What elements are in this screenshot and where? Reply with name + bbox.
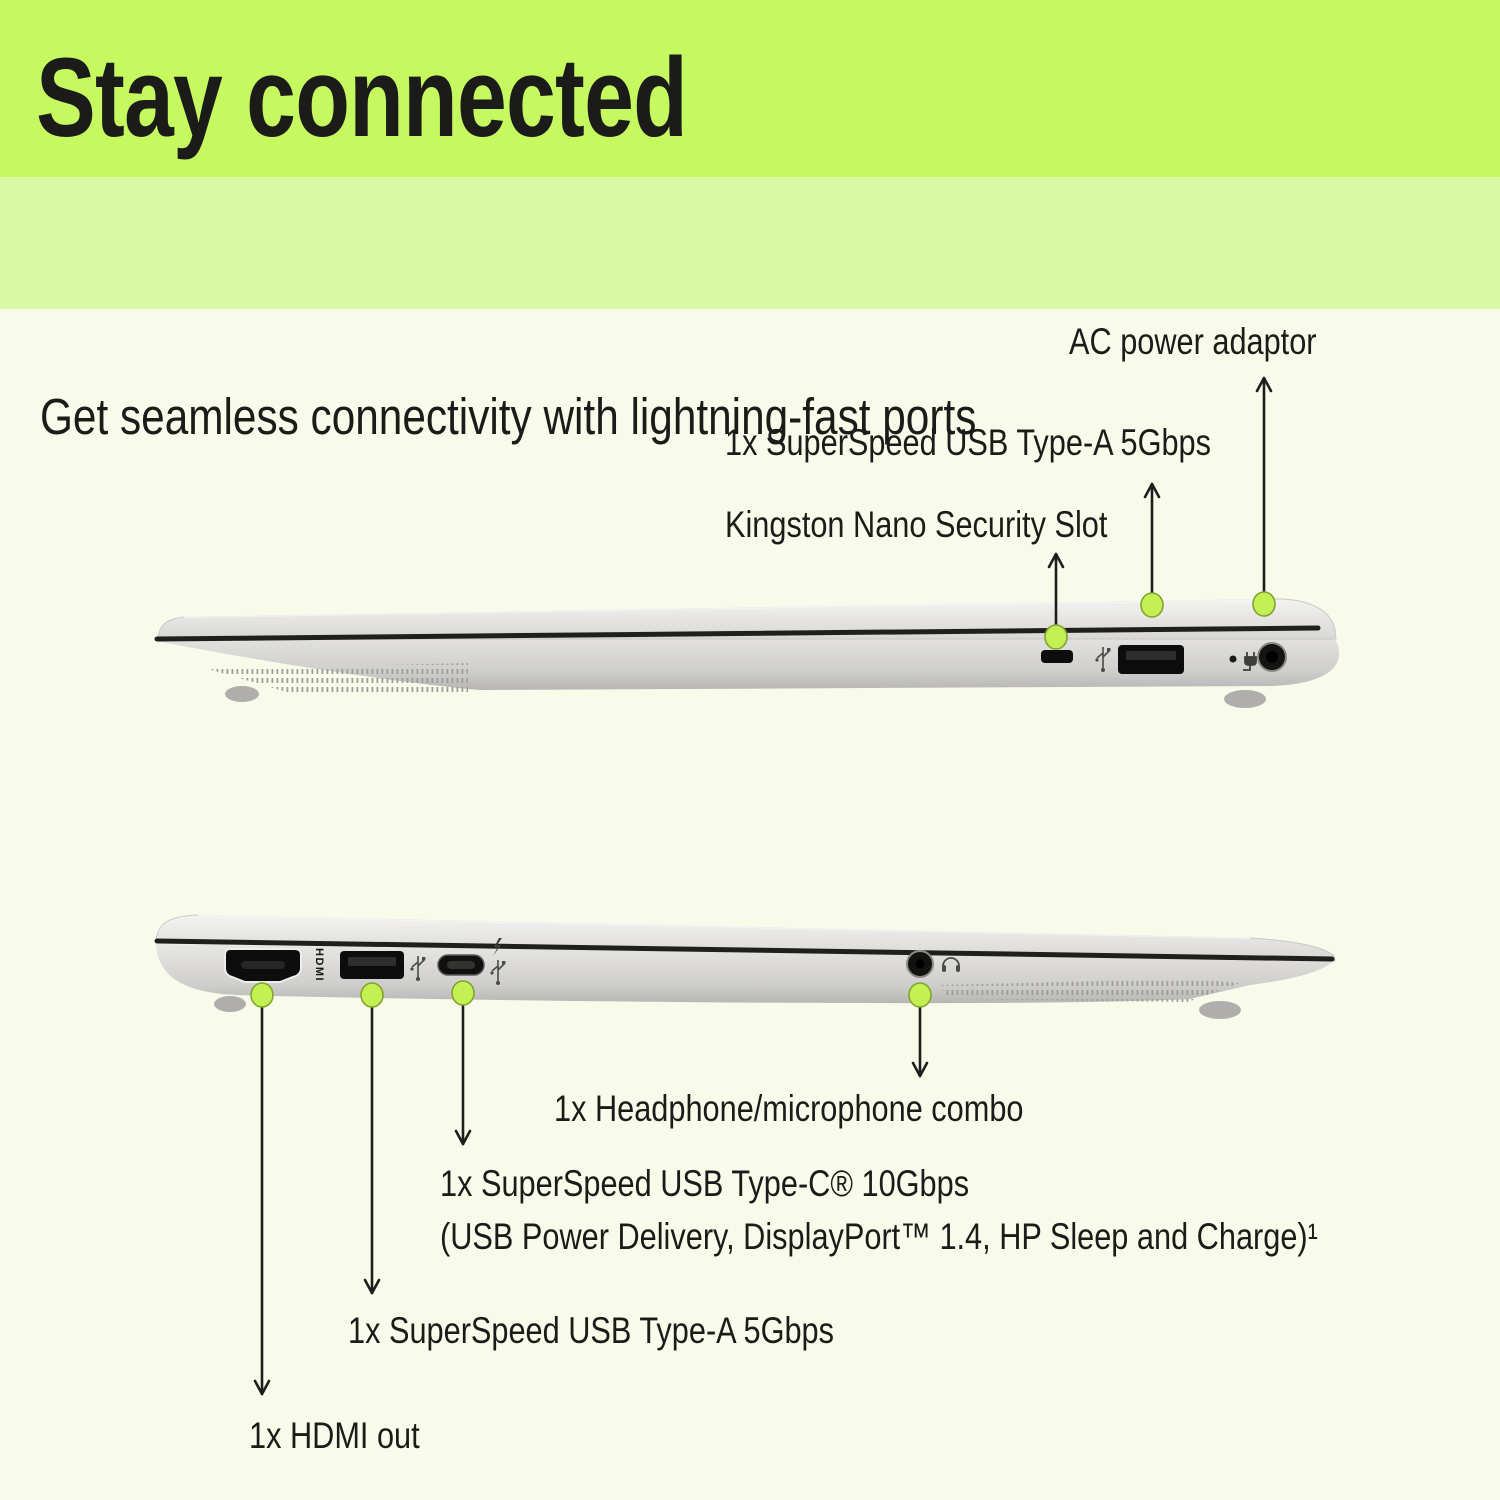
laptop-foot	[214, 996, 246, 1012]
laptop-foot	[1199, 1001, 1241, 1019]
usb-c-port	[438, 955, 484, 975]
usb-a-port	[1118, 645, 1184, 674]
callout-label-usb-c-details: (USB Power Delivery, DisplayPort™ 1.4, HP Sleep and Charge)¹	[440, 1216, 1318, 1257]
hdmi-port	[225, 949, 301, 982]
header-band	[0, 0, 1500, 177]
hdmi-port-label: HDMI	[313, 948, 325, 983]
callout-arrow-usb-a-bottom	[365, 1008, 379, 1293]
headphone-jack	[907, 951, 933, 977]
callout-label-security-slot: Kingston Nano Security Slot	[725, 504, 1108, 545]
callout-label-ac-power: AC power adaptor	[1069, 321, 1317, 362]
callout-arrow-ac-power	[1257, 378, 1271, 591]
laptop-foot	[1224, 690, 1266, 708]
callout-label-usb-c: 1x SuperSpeed USB Type-C® 10Gbps	[440, 1163, 970, 1204]
laptop-right-side-image	[150, 595, 1340, 715]
laptop-left-side-image	[150, 898, 1340, 1033]
power-led	[1230, 656, 1237, 663]
page-title: Stay connected	[36, 35, 688, 160]
callout-arrow-hdmi	[255, 1008, 269, 1394]
callout-label-headphone: 1x Headphone/microphone combo	[554, 1088, 1024, 1129]
kingston-nano-security-slot	[1041, 650, 1073, 663]
callout-arrow-usb-a-top	[1145, 484, 1159, 593]
ac-power-jack	[1258, 643, 1286, 671]
callout-label-hdmi: 1x HDMI out	[249, 1415, 420, 1456]
laptop-foot	[225, 686, 259, 702]
callout-label-usb-a-bottom: 1x SuperSpeed USB Type-A 5Gbps	[348, 1310, 834, 1351]
page-subtitle: Get seamless connectivity with lightning-fast ports	[40, 388, 977, 445]
usb-a-port	[340, 951, 404, 979]
callout-label-usb-a-top: 1x SuperSpeed USB Type-A 5Gbps	[725, 422, 1211, 463]
